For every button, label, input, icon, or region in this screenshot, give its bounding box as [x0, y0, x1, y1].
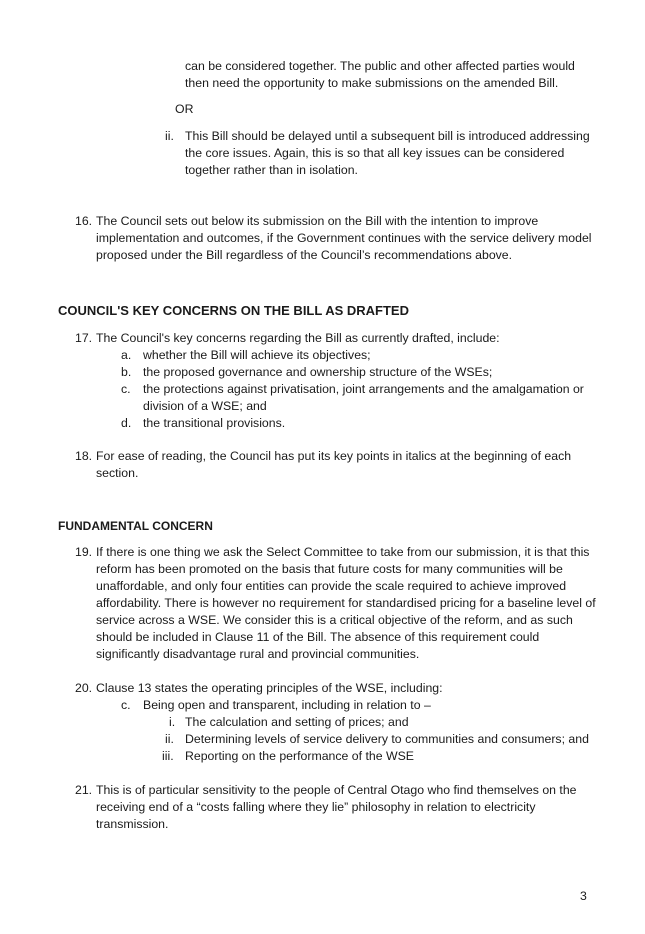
list-marker: ii. — [165, 129, 174, 143]
text-line: together rather than in isolation. — [185, 163, 358, 177]
text-line: Clause 13 states the operating principles of the WSE, including: — [96, 681, 443, 695]
text-line: the core issues. Again, this is so that all key issues can be considered — [185, 146, 565, 160]
text-line: This is of particular sensitivity to the people of Central Otago who find themselves on the — [96, 783, 577, 797]
text-line: can be considered together. The public and other affected parties would — [185, 59, 575, 73]
paragraph-number: 16. — [75, 214, 93, 228]
list-item: The calculation and setting of prices; and — [185, 715, 409, 729]
text-line: receiving end of a “costs falling where they lie” philosophy in relation to electricity — [96, 800, 536, 814]
text-line: This Bill should be delayed until a subsequent bill is introduced addressing — [185, 129, 590, 143]
list-marker: ii. — [165, 732, 174, 746]
list-marker: d. — [121, 416, 132, 430]
text-line: significantly disadvantage rural and provincial communities. — [96, 647, 420, 661]
text-line: should be included in Clause 11 of the Bill. The absence of this requirement could — [96, 630, 540, 644]
text-line: affordability. There is however no requirement for standardised pricing for a baseline level of — [96, 596, 596, 610]
text-line: section. — [96, 466, 139, 480]
list-item: Reporting on the performance of the WSE — [185, 749, 414, 763]
list-item: Being open and transparent, including in relation to – — [143, 698, 431, 712]
text-line: then need the opportunity to make submissions on the amended Bill. — [185, 76, 559, 90]
list-marker: b. — [121, 365, 132, 379]
list-item: the transitional provisions. — [143, 416, 286, 430]
list-marker: i. — [169, 715, 176, 729]
text-line: unaffordable, and only four entities can provide the scale required to achieve improved — [96, 579, 567, 593]
list-item: the proposed governance and ownership structure of the WSEs; — [143, 365, 493, 379]
section-heading: FUNDAMENTAL CONCERN — [58, 519, 213, 533]
list-item: division of a WSE; and — [143, 399, 267, 413]
or-label: OR — [175, 102, 194, 116]
section-heading: COUNCIL'S KEY CONCERNS ON THE BILL AS DRAFTED — [58, 303, 409, 318]
paragraph-number: 18. — [75, 449, 93, 463]
page-number: 3 — [580, 889, 587, 903]
list-item: whether the Bill will achieve its objectives; — [143, 348, 371, 362]
list-marker: c. — [121, 698, 131, 712]
text-line: The Council sets out below its submission on the Bill with the intention to improve — [96, 214, 539, 228]
list-marker: iii. — [162, 749, 174, 763]
text-line: If there is one thing we ask the Select Committee to take from our submission, it is that this — [96, 545, 590, 559]
paragraph-number: 21. — [75, 783, 93, 797]
text-line: implementation and outcomes, if the Government continues with the service delivery model — [96, 231, 592, 245]
list-marker: a. — [121, 348, 132, 362]
text-line: service across a WSE. We consider this is a critical objective of the reform, and as such — [96, 613, 573, 627]
text-line: For ease of reading, the Council has put its key points in italics at the beginning of each — [96, 449, 572, 463]
text-line: The Council's key concerns regarding the Bill as currently drafted, include: — [96, 331, 500, 345]
text-line: proposed under the Bill regardless of the Council’s recommendations above. — [96, 248, 513, 262]
list-item: Determining levels of service delivery to communities and consumers; and — [185, 732, 589, 746]
paragraph-number: 20. — [75, 681, 93, 695]
text-line: reform has been promoted on the basis that future costs for many communities will be — [96, 562, 563, 576]
list-marker: c. — [121, 382, 131, 396]
paragraph-number: 17. — [75, 331, 93, 345]
text-line: transmission. — [96, 817, 169, 831]
paragraph-number: 19. — [75, 545, 93, 559]
list-item: the protections against privatisation, joint arrangements and the amalgamation or — [143, 382, 584, 396]
